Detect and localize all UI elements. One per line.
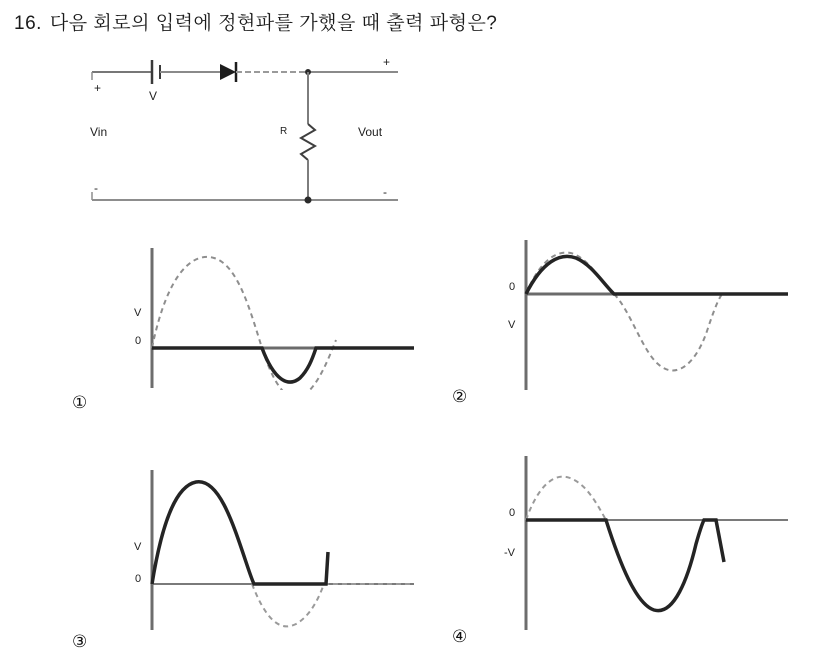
circuit-vout-label: Vout [358, 125, 383, 139]
circuit-resistor-label: R [280, 126, 288, 137]
option-2-y-zero-label: V [508, 319, 516, 331]
option-4-y-top-label: 0 [509, 507, 516, 519]
option-1-graph [128, 240, 418, 390]
option-4-y-zero-label: -V [504, 547, 515, 559]
question-number: 16. [14, 13, 42, 34]
option-4-label: ④ [452, 627, 468, 646]
option-1-y-zero-label: 0 [135, 335, 142, 347]
answer-option-1[interactable] [60, 240, 420, 420]
option-3-graph [128, 462, 418, 632]
circuit-plus-left: + [94, 81, 102, 95]
answer-option-3[interactable] [60, 462, 420, 662]
option-3-label: ③ [72, 632, 88, 651]
option-2-graph [502, 232, 792, 392]
answer-option-4[interactable] [440, 452, 810, 662]
option-3-y-zero-label: 0 [135, 573, 142, 585]
option-2-label: ② [452, 387, 468, 406]
option-1-label: ① [72, 393, 88, 412]
option-1-y-top-label: V [134, 307, 142, 319]
option-3-y-top-label: V [134, 541, 142, 553]
question-text: 다음 회로의 입력에 정현파를 가했을 때 출력 파형은? [49, 13, 498, 34]
answer-option-2[interactable] [440, 232, 810, 422]
option-4-graph [502, 452, 792, 632]
circuit-minus-right: - [383, 185, 387, 199]
circuit-source-label: V [149, 89, 158, 103]
circuit-minus-left: - [94, 181, 98, 195]
option-2-y-top-label: 0 [509, 281, 516, 293]
question-line [14, 8, 497, 35]
circuit-diagram [80, 52, 420, 217]
circuit-plus-right: + [383, 55, 391, 69]
circuit-vin-label: Vin [90, 125, 108, 139]
